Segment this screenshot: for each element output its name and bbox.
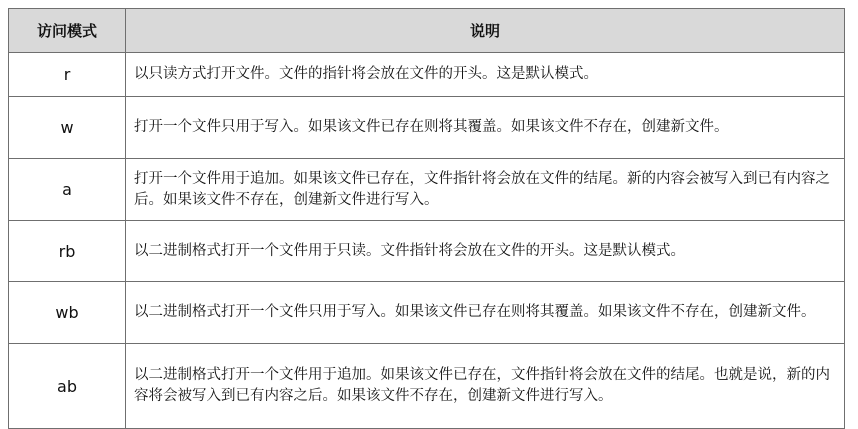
file-mode-table-container [8, 8, 845, 429]
mode-cell: w [9, 97, 126, 159]
description-cell: 打开一个文件只用于写入。如果该文件已存在则将其覆盖。如果该文件不存在，创建新文件。 [126, 97, 845, 159]
description-cell: 以二进制格式打开一个文件用于只读。文件指针将会放在文件的开头。这是默认模式。 [126, 221, 845, 282]
description-cell: 以二进制格式打开一个文件用于追加。如果该文件已存在，文件指针将会放在文件的结尾。也就是说，新的内容将会被写入到已有内容之后。如果该文件不存在，创建新文件进行写入。 [126, 344, 845, 429]
header-access-mode: 访问模式 [9, 9, 126, 53]
table-row [9, 159, 845, 221]
header-row [9, 9, 845, 53]
table-body [9, 53, 845, 429]
mode-cell: ab [9, 344, 126, 429]
description-cell: 以只读方式打开文件。文件的指针将会放在文件的开头。这是默认模式。 [126, 53, 845, 97]
table-row [9, 344, 845, 429]
mode-cell: a [9, 159, 126, 221]
description-cell: 打开一个文件用于追加。如果该文件已存在，文件指针将会放在文件的结尾。新的内容会被写入到已有内容之后。如果该文件不存在，创建新文件进行写入。 [126, 159, 845, 221]
mode-cell: wb [9, 282, 126, 344]
table-header [9, 9, 845, 53]
header-description: 说明 [126, 9, 845, 53]
table-row [9, 97, 845, 159]
table-row [9, 282, 845, 344]
table-row [9, 221, 845, 282]
table-row [9, 53, 845, 97]
mode-cell: r [9, 53, 126, 97]
file-access-mode-table [8, 8, 845, 429]
description-cell: 以二进制格式打开一个文件只用于写入。如果该文件已存在则将其覆盖。如果该文件不存在，创建新文件。 [126, 282, 845, 344]
mode-cell: rb [9, 221, 126, 282]
